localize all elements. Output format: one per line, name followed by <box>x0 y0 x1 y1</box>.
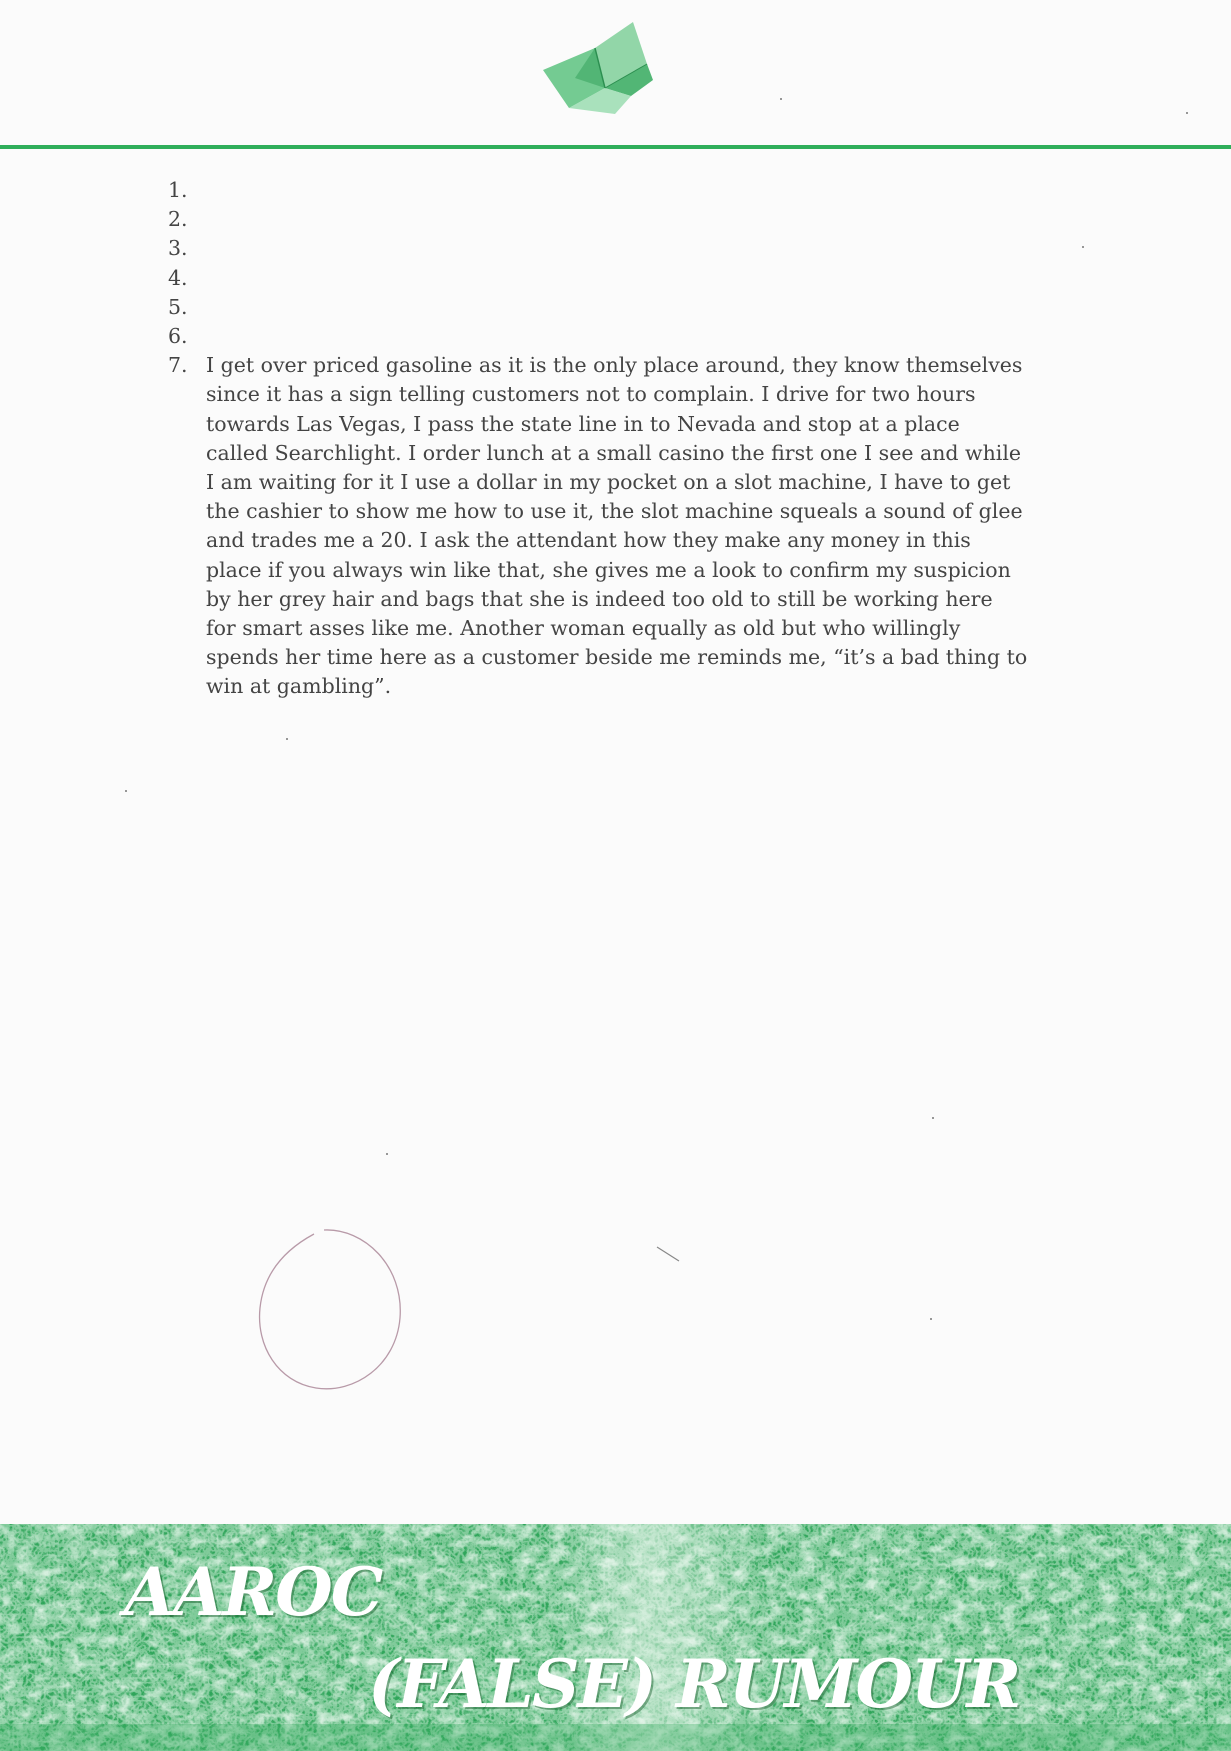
list-item <box>168 264 1028 293</box>
banner-title-line-2: (FALSE) RUMOUR <box>368 1645 1020 1723</box>
paper-speck <box>930 1318 932 1320</box>
list-number: 1. <box>168 178 188 202</box>
paper-speck <box>1186 112 1188 114</box>
list-item <box>168 322 1028 351</box>
paper-speck <box>386 1153 388 1155</box>
list-text: I get over priced gasoline as it is the only place around, they know themselves since it has a sign telling customers not to complain. I drive for two hours towards Las Vegas, I pass the state line in to Nevada and stop at a place called Searchlight. I order lunch at a small casino the first one I see and while I am waiting for it I use a dollar in my pocket on a slot machine, I have to get the cashier to show me how to use it, the slot machine squeals a sound of glee and trades me a 20. I ask the attendant how they make any money in this place if you always win like that, she gives me a look to confirm my suspicion by her grey hair and bags that she is indeed too old to still be working here for smart asses like me. Another woman equally as old but who willingly spends her time here as a customer beside me reminds me, “it’s a bad thing to win at gambling”. <box>206 353 1028 699</box>
list-item <box>168 234 1028 263</box>
list-number: 7. <box>168 353 188 378</box>
list-number: 5. <box>168 294 188 319</box>
pencil-tick-mark <box>655 1245 685 1265</box>
folded-paper-logo-icon <box>535 18 660 118</box>
list-number: 4. <box>168 265 188 290</box>
list-item <box>168 176 1028 205</box>
paper-speck <box>1082 246 1084 248</box>
list-number: 3. <box>168 236 188 261</box>
numbered-list <box>168 176 1028 702</box>
header-rule <box>0 145 1231 149</box>
footer-banner <box>0 1524 1231 1751</box>
paper-speck <box>125 790 127 792</box>
list-number: 6. <box>168 323 188 348</box>
paper-speck <box>932 1117 934 1119</box>
list-item <box>168 351 1028 701</box>
list-item <box>168 293 1028 322</box>
paper-speck <box>286 738 288 740</box>
list-number: 2. <box>168 207 188 232</box>
banner-title-line-1: AAROC <box>124 1553 382 1631</box>
pencil-circle-mark <box>254 1226 406 1394</box>
paper-speck <box>780 98 782 100</box>
list-item <box>168 205 1028 234</box>
